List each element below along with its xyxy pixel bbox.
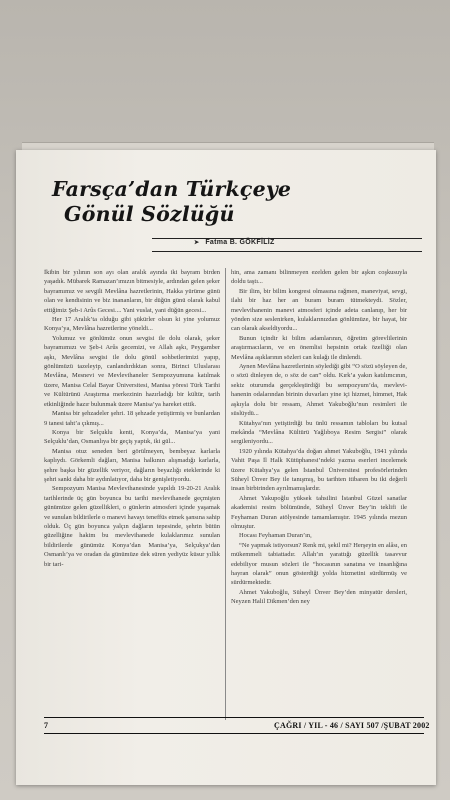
footer-rule-bottom <box>44 733 424 734</box>
paragraph: Ahmet Yakupoğlu yüksek tahsilini İstanbul Güzel sanatlar akademisi resim bölümünde, Süheyl Ünver Bey’in teklifi ile Feyhaman Duran atölyesinde tamamlamıştır. 1945 yılında mezun olmuştur. <box>231 494 407 530</box>
paragraph: İkibin bir yılının son ayı olan aralık ayında iki bayram birden yaşadık. Mübarek Ramazan’ımızın bitmesiyle, ardından gelen şeker bayramımız ve sevgili Mevlâna hazretlerinin, Hakka yürüme günü olan ve kendisinin ve biz inananların, bir düğün günü olarak kabul ettiğimiz Şeb-i Arûs Gecesi.... Yani vuslat, yani düğün gecesi... <box>44 269 220 314</box>
paragraph: 1920 yılında Kütahya’da doğan ahmet Yakuboğlu, 1941 yılında Vahit Paşa İl Halk Kütüphanesi’ndeki yazma eserleri incelemek üzere Kütahya’ya gelen İstanbul Üniversitesi profesörlerinden Süheyl Ünver Bey ile tanışmış, bu tarihten itibaren bu iki değerli insan birbirinden ayrılmamışlardır. <box>231 447 407 493</box>
paragraph: Kütahya’nın yetiştirdiği bu ünlü ressamın tabloları bu kutsal mekânda “Mevlâna Kültürü Yağlıboya Resim Sergisi” olarak sergileniyordu... <box>231 419 407 446</box>
paragraph: Yolumuz ve gönlümüz onun sevgisi ile dolu olarak, şeker bayramımızı ve Şeb-i Arûs gecemizi, ve Allah aşkı, Peygamber aşkı, Mevlâna sevgisi ile dolu gönül sohbetlerimizi yapıp, gönlümüzü tazeleyip, canlandırdıktan sonra, Birinci Uluslarası Mevlâna, Mesnevi ve Mevlevihaneler Sempozyumuna katılmak üzere, Manisa Celal Bayar Üniversitesi, Manisa yöresi Türk Tarihi ve Kültürünü Araştırma merkezinin hazırladığı bir kültür, tarih etkinliğinde hazır bulunmak üzere Manisa’ya hareket ettik. <box>44 334 220 408</box>
page-number: 7 <box>44 721 48 730</box>
journal-footer: ÇAĞRI / YIL - 46 / SAYI 507 /ŞUBAT 2002 <box>274 721 430 730</box>
paragraph: Konya bir Selçuklu kenti, Konya’da, Manisa’ya yani Selçuklu’dan, Osmanlıya bir geçiş yaptık, iki gül... <box>44 428 220 446</box>
title-line-1: Farsça’dan Türkçeye <box>52 177 292 201</box>
column-divider <box>225 268 226 720</box>
author-name: Fatma B. GÖKFİLİZ <box>205 239 275 246</box>
paragraph: hin, ama zamanı bilinmeyen ezelden gelen bir aşkın coşkusuyla doldu taştı... <box>231 269 407 286</box>
paragraph: Hocası Feyhaman Duran’ın, <box>239 532 312 540</box>
arrow-icon: ➤ <box>194 240 200 246</box>
author-byline <box>194 239 275 246</box>
right-column <box>231 268 407 607</box>
paragraph: Manisa otuz seneden beri görülmeyen, bembeyaz karlarla kaplıydı. Görkemli dağları, Manisa halkının alışmadığı karlarla, şehre başka bir güzellik veriyor, dağların beyazlığı eteklerinde ki şehri sanki daha bir aydınlatıyor, daha bir genişletiyordu. <box>44 447 220 483</box>
paragraph: Sempozyum Manisa Mevlevihanesinde yapıldı 19-20-21 Aralık tarihlerinde üç gün boyunca bu tarihi mevlevihanede geçmişten günümüze gelen güzellikleri, o günlerin atmosferi içinde yaşamak ve sunulan bildirilerle o manevi havayı teneffüs etmek şansına sahip olduk. Üç gün boyunca yalçın dağların tepesinde, şehrin bütün güzelliğine hakim bu mevlevihanede kulaklarımız sunulan bildirilerde günümüz Konya’dan Manisa’ya, Selçukya’dan Osmanlı’ya ve oradan da günümüze dek süren yediyüz küsur yıllık bir tari- <box>44 485 220 568</box>
left-column <box>44 268 220 569</box>
paragraph: Ahmet Yakuboğlu, Süheyl Ünver Bey’den minyatür dersleri, Neyzen Halil Dikmen’den ney <box>231 588 407 606</box>
title-line-2: Gönül Sözlüğü <box>64 202 235 226</box>
author-bar <box>152 238 422 252</box>
paragraph: Her 17 Aralık’ta olduğu gibi şükürler olsun ki yine yolumuz Konya’ya, Mevlâna hazretlerine yöneldi... <box>44 316 220 333</box>
paragraph: Bir ilim, bir bilim kongresi olmasına rağmen, maneviyat, sevgi, ilahi bir haz her an buram buram tütmekteydi. Sözler, mevlevihanenin manevi atmosferi içinde adeta canlanıp, her bir yönden size seslenirken, kulaklarınızdan gönlümüze, bir hayat, bir can olarak akseldiyordu... <box>231 287 407 333</box>
magazine-page <box>16 150 436 785</box>
footer-rule <box>44 717 424 718</box>
paragraph: Manisa bir şehzadeler şehri. 18 şehzade yetiştirmiş ve bunlardan 9 tanesi taht’a çıkmış... <box>44 410 220 427</box>
paragraph: “Ne yapmak istiyorsun? Renk mi, şekil mi? Herşeyin en alâsı, en mükemmeli tabiattadır. Allah’ın yarattığı güzellik tasavvur edebiliyor musun sözleri ile “hocasının sanatına ve insanlığına hayran olarak” onun gösterdiği yolda hizmetini sürdürmüş ve sürdürmektedir. <box>231 541 407 587</box>
paragraph: Bunun içindir ki bilim adamlarının, öğretim görevlilerinin araştırmacıların, ve en önemlisi hepsinin ortak özelliği olan Mevlâna aşıklarının sözleri can kulağı ile dinlendi. <box>231 334 407 361</box>
article-title <box>52 177 291 227</box>
paragraph: Aynen Mevlâna hazretlerinin söylediği gibi “O sözü söyleyen de, o sözü dinleyen de, o söz de can” oldu. Kırk’a yakın katılımcının, sekiz oturumda gerçekleştirdiği bu sempozyum’da, mevlevi-hanenin odalarından birinin duvarları yine içi hizmet, himmet, Hak aşkıyla dolu bir ressam, Ahmet Yakuboğlu’nun resimleri ile süslüydü... <box>231 363 407 418</box>
